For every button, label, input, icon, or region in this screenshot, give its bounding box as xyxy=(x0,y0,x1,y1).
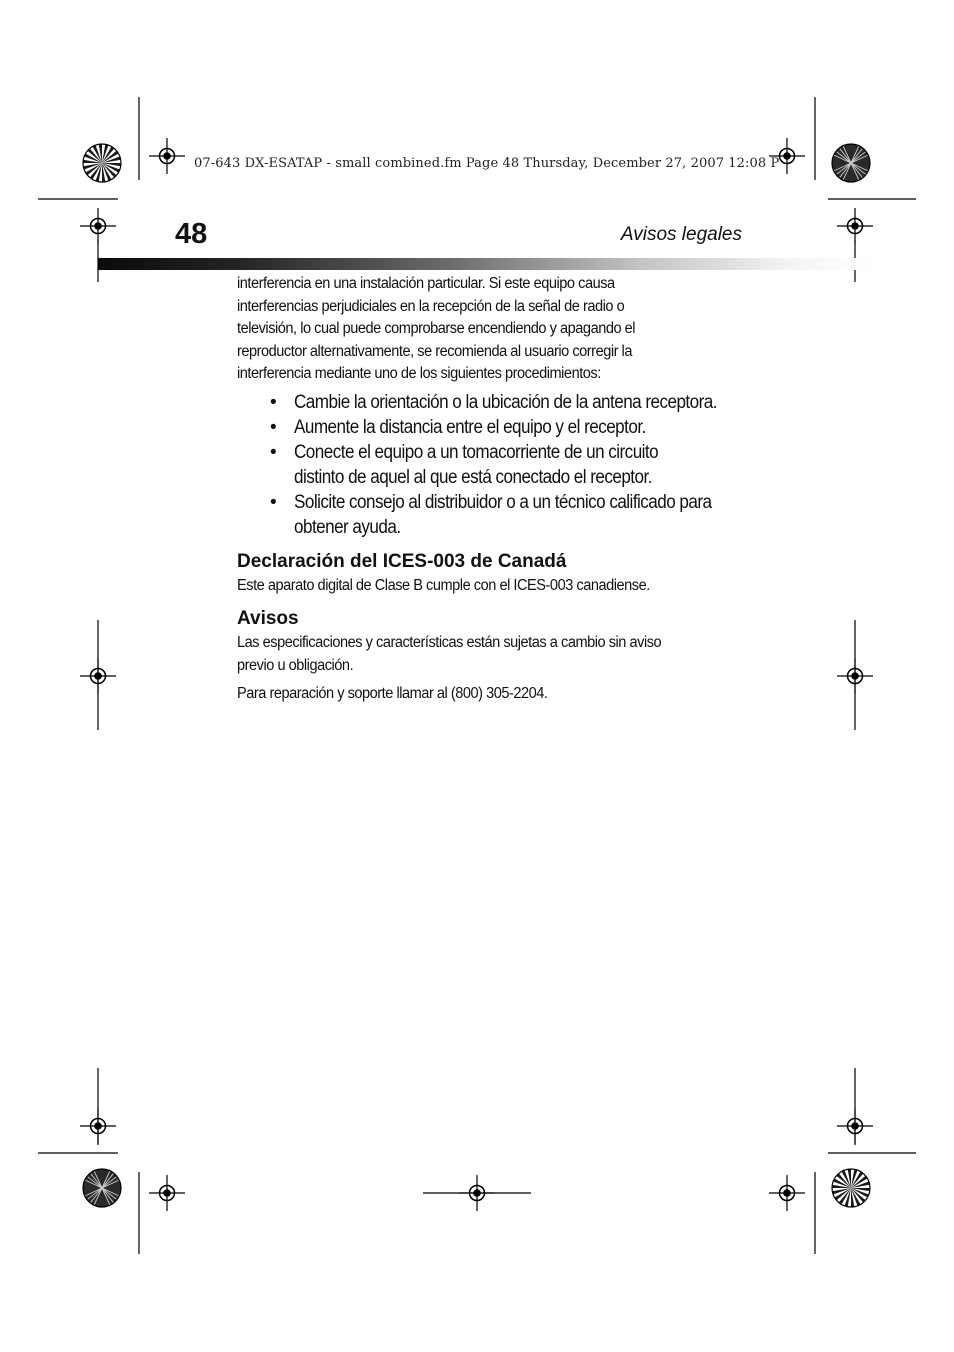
color-target-icon xyxy=(83,1169,121,1207)
ices-line: Este aparato digital de Clase B cumple con el ICES-003 canadiense. xyxy=(237,576,650,594)
list-item-text: Conecte el equipo a un tomacorriente de un circuito xyxy=(294,441,659,463)
registration-mark-icon xyxy=(149,138,185,174)
list-item-text: distinto de aquel al que está conectado el receptor. xyxy=(294,466,652,488)
registration-mark-icon xyxy=(459,1175,495,1211)
avisos-line: Las especificaciones y características están sujetas a cambio sin aviso xyxy=(237,634,662,651)
intro-line: interferencia mediante uno de los siguientes procedimientos: xyxy=(237,365,601,382)
bullet-icon: • xyxy=(270,391,277,413)
main-content xyxy=(237,273,757,706)
registration-mark-icon xyxy=(769,1175,805,1211)
list-item-text: Aumente la distancia entre el equipo y el receptor. xyxy=(294,416,646,438)
registration-mark-icon xyxy=(80,208,116,244)
avisos-heading: Avisos xyxy=(237,608,299,629)
list-item-text: Cambie la orientación o la ubicación de la antena receptora. xyxy=(294,391,717,413)
color-target-icon xyxy=(832,144,870,182)
registration-mark-icon xyxy=(837,208,873,244)
color-target-icon xyxy=(832,1169,870,1207)
ices-paragraph xyxy=(237,575,726,598)
list-item xyxy=(237,415,757,440)
bullet-icon: • xyxy=(270,416,277,438)
list-item xyxy=(237,390,757,415)
bullet-icon: • xyxy=(270,491,277,513)
list-item-text: Solicite consejo al distribuidor o a un técnico calificado para xyxy=(294,491,712,513)
list-item xyxy=(237,490,757,540)
list-item-text: obtener ayuda. xyxy=(294,516,401,538)
registration-mark-icon xyxy=(149,1175,185,1211)
registration-mark-icon xyxy=(837,1108,873,1144)
intro-line: interferencias perjudiciales en la recepción de la señal de radio o xyxy=(237,297,625,315)
procedure-list xyxy=(237,390,757,540)
intro-paragraph xyxy=(237,273,726,386)
avisos-line: Para reparación y soporte llamar al (800) 305-2204. xyxy=(237,685,548,702)
ices-heading: Declaración del ICES-003 de Canadá xyxy=(237,550,567,572)
avisos-line: previo u obligación. xyxy=(237,656,354,674)
bullet-icon: • xyxy=(270,441,277,463)
running-header: Avisos legales xyxy=(620,224,742,245)
registration-mark-icon xyxy=(837,658,873,694)
intro-line: interferencia en una instalación particular. Si este equipo causa xyxy=(237,275,615,292)
list-item xyxy=(237,440,757,490)
intro-line: televisión, lo cual puede comprobarse encendiendo y apagando el xyxy=(237,320,636,337)
avisos-paragraph-1 xyxy=(237,632,726,677)
registration-mark-icon xyxy=(80,1108,116,1144)
intro-line: reproductor alternativamente, se recomienda al usuario corregir la xyxy=(237,342,632,360)
registration-mark-icon xyxy=(80,658,116,694)
header-gradient-bar xyxy=(98,258,875,270)
color-target-icon xyxy=(83,144,121,182)
avisos-paragraph-2 xyxy=(237,683,726,706)
page-number: 48 xyxy=(175,218,208,250)
print-slug: 07-643 DX-ESATAP - small combined.fm Page 48 Thursday, December 27, 2007 12:08 P xyxy=(194,156,780,171)
